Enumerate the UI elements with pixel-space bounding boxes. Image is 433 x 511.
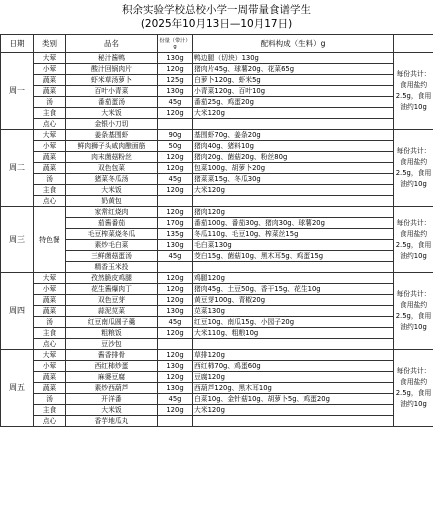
table-row	[1, 306, 433, 317]
category-cell: 小荤	[34, 361, 66, 372]
dish-cell: 秘汁酱鸭	[66, 53, 158, 64]
qty-cell: 130g	[158, 53, 193, 64]
qty-cell: 170g	[158, 218, 193, 229]
day-label: 周二	[1, 130, 34, 207]
ingredients-cell: 豆腐120g	[193, 372, 394, 383]
table-row	[1, 75, 433, 86]
ingredients-cell: 白萝卜120g、虾米5g	[193, 75, 394, 86]
day-label: 周一	[1, 53, 34, 130]
dish-cell: 粗粮饭	[66, 328, 158, 339]
qty-cell: 120g	[158, 108, 193, 119]
dish-cell: 姜条基围虾	[66, 130, 158, 141]
dish-cell: 猪菜冬瓜汤	[66, 174, 158, 185]
table-row	[1, 262, 433, 273]
table-row	[1, 328, 433, 339]
category-cell: 蔬菜	[34, 295, 66, 306]
dish-cell: 素炒西葫芦	[66, 383, 158, 394]
category-cell: 蔬菜	[34, 86, 66, 97]
weekly-menu-table	[0, 34, 433, 427]
qty-cell: 45g	[158, 174, 193, 185]
table-row	[1, 97, 433, 108]
dish-cell: 大米饭	[66, 108, 158, 119]
ingredients-cell: 大米120g	[193, 185, 394, 196]
ingredients-cell: 苋菜130g	[193, 306, 394, 317]
category-cell: 蔬菜	[34, 75, 66, 86]
dish-cell: 金银小刀切	[66, 119, 158, 130]
ingredients-cell: 基围虾70g、姜条20g	[193, 130, 394, 141]
category-cell: 主食	[34, 405, 66, 416]
header-category: 类别	[34, 35, 66, 53]
category-cell: 大荤	[34, 350, 66, 361]
dish-cell: 豆沙包	[66, 339, 158, 350]
qty-cell: 120g	[158, 350, 193, 361]
qty-cell: 120g	[158, 284, 193, 295]
dish-cell: 麻婆豆腐	[66, 372, 158, 383]
ingredients-cell: 猪菜菜15g、冬瓜30g	[193, 174, 394, 185]
category-cell: 主食	[34, 185, 66, 196]
header-row	[1, 35, 433, 53]
dish-cell: 毛豆榨菜烧冬瓜	[66, 229, 158, 240]
category-cell: 蔬菜	[34, 306, 66, 317]
title-line2: (2025年10月13日—10月17日)	[140, 18, 293, 30]
header-ingredients: 配料构成（生料）g	[193, 35, 394, 53]
qty-cell: 130g	[158, 240, 193, 251]
category-cell: 点心	[34, 119, 66, 130]
ingredients-cell: 毛白菜130g	[193, 240, 394, 251]
category-cell: 主食	[34, 328, 66, 339]
special-meal-label: 特色餐	[34, 207, 66, 273]
table-row	[1, 383, 433, 394]
table-row	[1, 86, 433, 97]
table-row	[1, 152, 433, 163]
dish-cell: 蒜泥苋菜	[66, 306, 158, 317]
table-row	[1, 284, 433, 295]
ingredients-cell	[193, 119, 394, 130]
dish-cell: 红豆南瓜圆子羹	[66, 317, 158, 328]
table-row	[1, 174, 433, 185]
qty-cell: 130g	[158, 306, 193, 317]
title-line1: 积余实验学校总校小学一周带量食谱学生	[122, 4, 311, 16]
menu-title	[0, 0, 433, 34]
ingredients-cell: 黄豆芽100g、青椒20g	[193, 295, 394, 306]
qty-cell	[158, 119, 193, 130]
qty-cell: 45g	[158, 317, 193, 328]
table-row	[1, 339, 433, 350]
table-row	[1, 251, 433, 262]
dish-cell: 虾米草汤萝卜	[66, 75, 158, 86]
ingredients-cell: 大米120g	[193, 405, 394, 416]
seasoning-note: 每份共计：食用盐约2.5g，食用油约10g	[394, 273, 433, 350]
ingredients-cell: 大米120g	[193, 108, 394, 119]
ingredients-cell: 鸡腿120g	[193, 273, 394, 284]
dish-cell: 素炒毛白菜	[66, 240, 158, 251]
dish-cell: 番茄蛋汤	[66, 97, 158, 108]
day-label: 周三	[1, 207, 34, 273]
qty-cell: 120g	[158, 152, 193, 163]
header-dish: 品名	[66, 35, 158, 53]
category-cell: 点心	[34, 196, 66, 207]
qty-cell	[158, 339, 193, 350]
category-cell: 蔬菜	[34, 372, 66, 383]
dish-cell: 酱香排骨	[66, 350, 158, 361]
qty-cell	[158, 262, 193, 273]
dish-cell: 奶黄包	[66, 196, 158, 207]
ingredients-cell	[193, 339, 394, 350]
ingredients-cell: 大米110g、粗粮10g	[193, 328, 394, 339]
category-cell: 汤	[34, 394, 66, 405]
ingredients-cell: 猪肉20g、菌菇20g、粉丝80g	[193, 152, 394, 163]
ingredients-cell	[193, 196, 394, 207]
qty-cell: 125g	[158, 75, 193, 86]
dish-cell: 肉末菌菇粉丝	[66, 152, 158, 163]
category-cell: 点心	[34, 339, 66, 350]
table-row	[1, 405, 433, 416]
ingredients-cell: 红豆10g、南瓜15g、小园子20g	[193, 317, 394, 328]
category-cell: 汤	[34, 97, 66, 108]
seasoning-note: 每份共计：食用盐约2.5g，食用油约10g	[394, 130, 433, 207]
table-row	[1, 229, 433, 240]
dish-cell: 三鲜菌菇蛋汤	[66, 251, 158, 262]
table-row	[1, 295, 433, 306]
table-row	[1, 372, 433, 383]
ingredients-cell	[193, 416, 394, 427]
qty-cell: 135g	[158, 229, 193, 240]
category-cell: 汤	[34, 317, 66, 328]
ingredients-cell: 猪肉120g	[193, 207, 394, 218]
header-qty: 份量（带汁）g	[158, 35, 193, 53]
category-cell: 蔬菜	[34, 152, 66, 163]
dish-cell: 家常红烧肉	[66, 207, 158, 218]
table-row	[1, 53, 433, 64]
qty-cell: 120g	[158, 64, 193, 75]
ingredients-cell: 猪肉40g、猪料10g	[193, 141, 394, 152]
table-row	[1, 350, 433, 361]
table-row	[1, 108, 433, 119]
day-label: 周四	[1, 273, 34, 350]
ingredients-cell: 番茄100g、番茄30g、猪肉30g、球薯20g	[193, 218, 394, 229]
dish-cell: 双色包菜	[66, 163, 158, 174]
category-cell: 主食	[34, 108, 66, 119]
ingredients-cell: 西红柿70g、鸡蛋60g	[193, 361, 394, 372]
table-row	[1, 317, 433, 328]
qty-cell: 120g	[158, 207, 193, 218]
qty-cell: 130g	[158, 361, 193, 372]
qty-cell: 45g	[158, 251, 193, 262]
header-note	[394, 35, 433, 53]
qty-cell: 130g	[158, 383, 193, 394]
dish-cell: 大米饭	[66, 405, 158, 416]
seasoning-note: 每份共计：食用盐约2.5g，食用油约10g	[394, 53, 433, 130]
dish-cell: 双色豆芽	[66, 295, 158, 306]
table-row	[1, 185, 433, 196]
table-row	[1, 273, 433, 284]
table-row	[1, 207, 433, 218]
dish-cell: 精香玉米投	[66, 262, 158, 273]
qty-cell: 120g	[158, 295, 193, 306]
ingredients-cell: 西葫芦120g、黑木耳10g	[193, 383, 394, 394]
ingredients-cell: 小青菜120g、百叶10g	[193, 86, 394, 97]
category-cell: 点心	[34, 416, 66, 427]
qty-cell: 90g	[158, 130, 193, 141]
qty-cell: 45g	[158, 394, 193, 405]
category-cell: 小荤	[34, 284, 66, 295]
category-cell: 大荤	[34, 130, 66, 141]
qty-cell: 120g	[158, 185, 193, 196]
category-cell: 大荤	[34, 53, 66, 64]
ingredients-cell: 白菜10g、金针菇10g、胡萝卜5g、鸡蛋20g	[193, 394, 394, 405]
table-row	[1, 218, 433, 229]
qty-cell: 120g	[158, 372, 193, 383]
dish-cell: 茄酱番茄	[66, 218, 158, 229]
qty-cell	[158, 416, 193, 427]
dish-cell: 酸汁回锅肉片	[66, 64, 158, 75]
ingredients-cell: 草排120g	[193, 350, 394, 361]
category-cell: 汤	[34, 174, 66, 185]
category-cell: 蔬菜	[34, 383, 66, 394]
ingredients-cell: 包菜100g、胡萝卜20g	[193, 163, 394, 174]
table-row	[1, 119, 433, 130]
table-row	[1, 416, 433, 427]
table-row	[1, 361, 433, 372]
dish-cell: 西红柿炒蛋	[66, 361, 158, 372]
ingredients-cell: 番茄25g、鸡蛋20g	[193, 97, 394, 108]
dish-cell: 百叶小青菜	[66, 86, 158, 97]
ingredients-cell: 冬瓜110g、毛豆10g、榨菜丝15g	[193, 229, 394, 240]
dish-cell: 孜然脆皮鸡腿	[66, 273, 158, 284]
qty-cell: 120g	[158, 405, 193, 416]
ingredients-cell: 茭白15g、菌菇10g、黑木耳5g、鸡蛋15g	[193, 251, 394, 262]
seasoning-note: 每份共计：食用盐约2.5g，食用油约10g	[394, 350, 433, 427]
qty-cell: 45g	[158, 97, 193, 108]
qty-cell: 130g	[158, 86, 193, 97]
qty-cell: 50g	[158, 141, 193, 152]
header-date: 日期	[1, 35, 34, 53]
dish-cell: 鲜肉狮子头咸肉酿面筋	[66, 141, 158, 152]
ingredients-cell: 猪肉45g、土豆50g、香干15g、花生10g	[193, 284, 394, 295]
qty-cell: 120g	[158, 328, 193, 339]
table-row	[1, 163, 433, 174]
day-label: 周五	[1, 350, 34, 427]
category-cell: 小荤	[34, 64, 66, 75]
dish-cell: 开洋番	[66, 394, 158, 405]
table-row	[1, 196, 433, 207]
dish-cell: 花生酱爆肉丁	[66, 284, 158, 295]
table-row	[1, 240, 433, 251]
ingredients-cell: 鸭边腿（切块）130g	[193, 53, 394, 64]
qty-cell	[158, 196, 193, 207]
table-row	[1, 130, 433, 141]
table-row	[1, 394, 433, 405]
menu-body	[1, 53, 433, 427]
qty-cell: 120g	[158, 163, 193, 174]
table-row	[1, 141, 433, 152]
dish-cell: 香芋地瓜丸	[66, 416, 158, 427]
category-cell: 蔬菜	[34, 163, 66, 174]
ingredients-cell	[193, 262, 394, 273]
qty-cell: 120g	[158, 273, 193, 284]
seasoning-note: 每份共计：食用盐约2.5g，食用油约10g	[394, 207, 433, 273]
category-cell: 小荤	[34, 141, 66, 152]
table-row	[1, 64, 433, 75]
category-cell: 大荤	[34, 273, 66, 284]
dish-cell: 大米饭	[66, 185, 158, 196]
ingredients-cell: 猪肉片45g、球薯20g、花菜65g	[193, 64, 394, 75]
